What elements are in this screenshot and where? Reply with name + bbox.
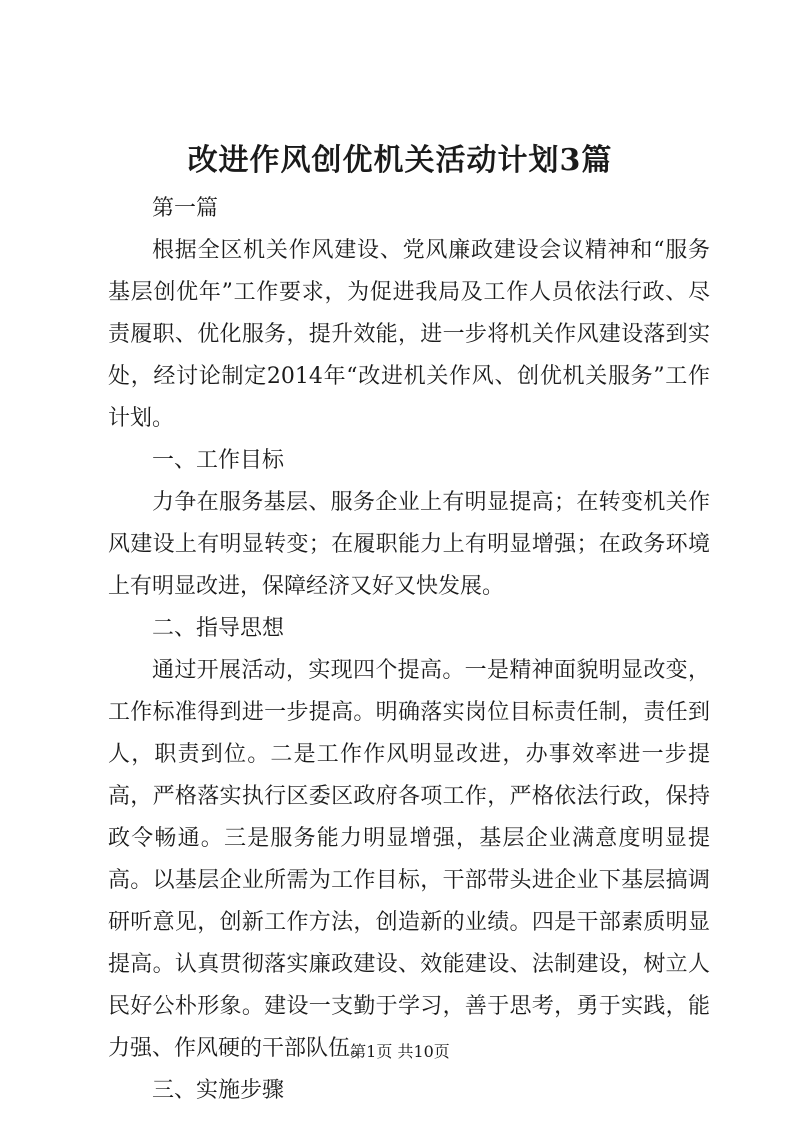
heading-implementation-steps: 三、实施步骤 [152, 1078, 285, 1103]
section-label-first: 第一篇 [152, 196, 219, 221]
document-body [108, 188, 710, 1112]
heading-work-goals: 一、工作目标 [152, 448, 285, 473]
intro-paragraph: 根据全区机关作风建设、党风廉政建设会议精神和“服务基层创优年”工作要求，为促进我局及工作人员依法行政、尽责履职、优化服务，提升效能，进一步将机关作风建设落到实处，经讨论制定2014年“改进机关作风、创优机关服务”工作计划。 [108, 238, 710, 431]
paragraph-work-goals: 力争在服务基层、服务企业上有明显提高；在转变机关作风建设上有明显转变；在履职能力上有明显增强；在政务环境上有明显改进，保障经济又好又快发展。 [108, 490, 710, 599]
page-title: 改进作风创优机关活动计划3篇 [187, 143, 613, 178]
heading-guiding-thought: 二、指导思想 [152, 616, 285, 641]
paragraph-guiding-thought: 通过开展活动，实现四个提高。一是精神面貌明显改变，工作标准得到进一步提高。明确落实岗位目标责任制，责任到人，职责到位。二是工作作风明显改进，办事效率进一步提高，严格落实执行区委区政府各项工作，严格依法行政，保持政令畅通。三是服务能力明显增强，基层企业满意度明显提高。以基层企业所需为工作目标，干部带头进企业下基层搞调研听意见，创新工作方法，创造新的业绩。四是干部素质明显提高。认真贯彻落实廉政建设、效能建设、法制建设，树立人民好公朴形象。建设一支勤于学习，善于思考，勇于实践，能力强、作风硬的干部队伍。 [108, 658, 710, 1061]
page-footer: 第1页 共10页 [350, 1042, 450, 1061]
